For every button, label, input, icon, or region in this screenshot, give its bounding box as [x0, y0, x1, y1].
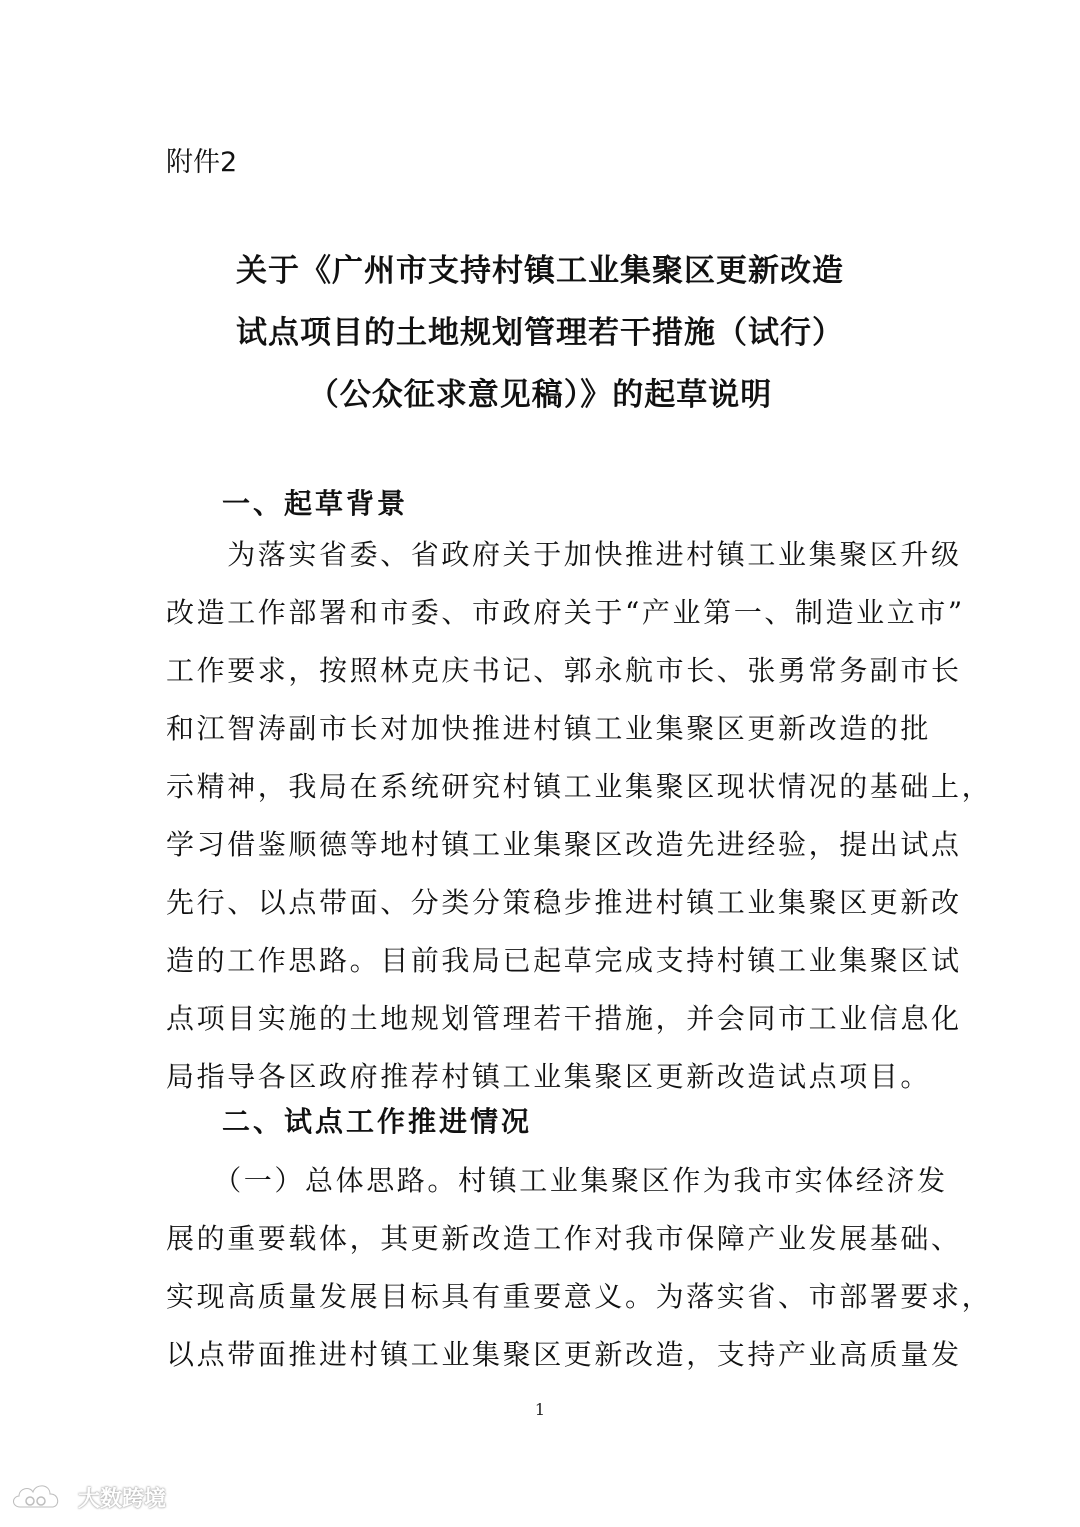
- text-line: 工作要求，按照林克庆书记、郭永航市长、张勇常务副市长: [166, 654, 962, 687]
- title-line: 试点项目的土地规划管理若干措施（试行）: [236, 315, 844, 351]
- text-line: 实现高质量发展目标具有重要意义。为落实省、市部署要求，: [166, 1280, 993, 1313]
- document-title: [150, 240, 930, 426]
- text-line: 改造工作部署和市委、市政府关于“产业第一、制造业立市”: [166, 596, 965, 629]
- section-heading-background: 一、起草背景: [222, 487, 409, 520]
- text-line: 展的重要载体，其更新改造工作对我市保障产业发展基础、: [166, 1222, 962, 1255]
- text-line: 先行、以点带面、分类分策稳步推进村镇工业集聚区更新改: [166, 886, 962, 919]
- text-line: （一）总体思路。村镇工业集聚区作为我市实体经济发: [166, 1164, 948, 1197]
- section-heading-progress: 二、试点工作推进情况: [222, 1105, 533, 1138]
- attachment-label: 附件2: [166, 147, 238, 178]
- text-line: 点项目实施的土地规划管理若干措施，并会同市工业信息化: [166, 1002, 962, 1035]
- cloud-logo-icon: [8, 1477, 70, 1517]
- text-line: 局指导各区政府推荐村镇工业集聚区更新改造试点项目。: [166, 1060, 932, 1093]
- text-line: 示精神，我局在系统研究村镇工业集聚区现状情况的基础上，: [166, 770, 993, 803]
- title-line: 关于《广州市支持村镇工业集聚区更新改造: [236, 253, 844, 289]
- text-line: 以点带面推进村镇工业集聚区更新改造，支持产业高质量发: [166, 1338, 962, 1371]
- page-number: 1: [534, 1400, 546, 1419]
- section-body-progress: [166, 1152, 993, 1384]
- text-line: 为落实省委、省政府关于加快推进村镇工业集聚区升级: [166, 538, 962, 571]
- watermark-text: 大数跨境: [78, 1486, 167, 1512]
- watermark: [8, 1474, 166, 1520]
- title-line: （公众征求意见稿）》的起草说明: [307, 377, 773, 413]
- text-line: 学习借鉴顺德等地村镇工业集聚区改造先进经验，提出试点: [166, 828, 962, 861]
- section-body-background: [166, 526, 993, 1106]
- text-line: 造的工作思路。目前我局已起草完成支持村镇工业集聚区试: [166, 944, 962, 977]
- text-line: 和江智涛副市长对加快推进村镇工业集聚区更新改造的批: [166, 712, 932, 745]
